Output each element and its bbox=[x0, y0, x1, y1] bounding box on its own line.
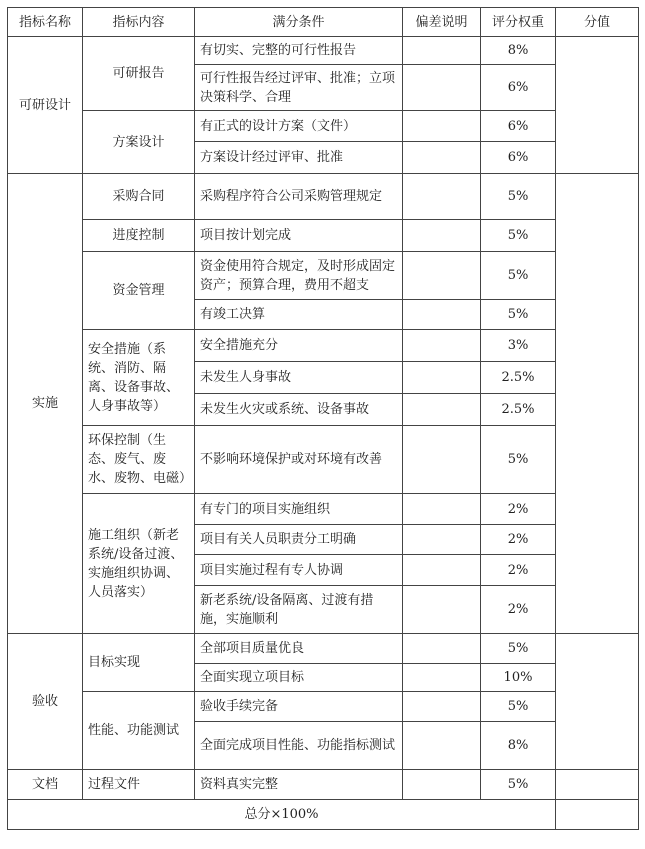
total-label: 总分×100% bbox=[8, 800, 556, 830]
header-weight: 评分权重 bbox=[481, 8, 556, 37]
condition-cell: 全面实现立项目标 bbox=[195, 664, 403, 692]
indicator-content-cell: 过程文件 bbox=[83, 770, 195, 800]
condition-cell: 可行性报告经过评审、批准；立项决策科学、合理 bbox=[195, 65, 403, 111]
weight-cell: 6% bbox=[481, 142, 556, 174]
table-row bbox=[8, 634, 639, 664]
weight-cell: 8% bbox=[481, 37, 556, 65]
deviation-cell bbox=[403, 111, 481, 142]
score-cell bbox=[556, 634, 639, 770]
deviation-cell bbox=[403, 664, 481, 692]
condition-cell: 项目按计划完成 bbox=[195, 220, 403, 252]
condition-cell: 有切实、完整的可行性报告 bbox=[195, 37, 403, 65]
weight-cell: 2% bbox=[481, 586, 556, 634]
weight-cell: 5% bbox=[481, 634, 556, 664]
table-row bbox=[8, 426, 639, 494]
deviation-cell bbox=[403, 634, 481, 664]
table-row bbox=[8, 111, 639, 142]
weight-cell: 3% bbox=[481, 330, 556, 362]
indicator-name-cell: 文档 bbox=[8, 770, 83, 800]
weight-cell: 5% bbox=[481, 426, 556, 494]
table-row bbox=[8, 494, 639, 525]
deviation-cell bbox=[403, 300, 481, 330]
condition-cell: 有竣工决算 bbox=[195, 300, 403, 330]
condition-cell: 资金使用符合规定，及时形成固定资产；预算合理，费用不超支 bbox=[195, 252, 403, 300]
weight-cell: 2% bbox=[481, 494, 556, 525]
condition-cell: 验收手续完备 bbox=[195, 692, 403, 722]
weight-cell: 5% bbox=[481, 174, 556, 220]
deviation-cell bbox=[403, 142, 481, 174]
header-score: 分值 bbox=[556, 8, 639, 37]
score-cell bbox=[556, 37, 639, 174]
weight-cell: 5% bbox=[481, 252, 556, 300]
deviation-cell bbox=[403, 722, 481, 770]
table-row bbox=[8, 37, 639, 65]
condition-cell: 未发生人身事故 bbox=[195, 362, 403, 394]
deviation-cell bbox=[403, 692, 481, 722]
condition-cell: 项目实施过程有专人协调 bbox=[195, 555, 403, 586]
weight-cell: 2.5% bbox=[481, 362, 556, 394]
deviation-cell bbox=[403, 174, 481, 220]
deviation-cell bbox=[403, 525, 481, 555]
indicator-content-cell: 进度控制 bbox=[83, 220, 195, 252]
weight-cell: 5% bbox=[481, 770, 556, 800]
table-row bbox=[8, 770, 639, 800]
total-score-cell bbox=[556, 800, 639, 830]
deviation-cell bbox=[403, 494, 481, 525]
header-deviation: 偏差说明 bbox=[403, 8, 481, 37]
table-row bbox=[8, 174, 639, 220]
indicator-content-cell: 安全措施（系统、消防、隔离、设备事故、人身事故等） bbox=[83, 330, 195, 426]
header-indicator-name: 指标名称 bbox=[8, 8, 83, 37]
deviation-cell bbox=[403, 330, 481, 362]
condition-cell: 采购程序符合公司采购管理规定 bbox=[195, 174, 403, 220]
condition-cell: 方案设计经过评审、批准 bbox=[195, 142, 403, 174]
indicator-content-cell: 施工组织（新老系统/设备过渡、实施组织协调、人员落实） bbox=[83, 494, 195, 634]
weight-cell: 8% bbox=[481, 722, 556, 770]
weight-cell: 6% bbox=[481, 111, 556, 142]
weight-cell: 2% bbox=[481, 525, 556, 555]
header-full-conditions: 满分条件 bbox=[195, 8, 403, 37]
condition-cell: 不影响环境保护或对环境有改善 bbox=[195, 426, 403, 494]
weight-cell: 5% bbox=[481, 300, 556, 330]
deviation-cell bbox=[403, 770, 481, 800]
indicator-content-cell: 目标实现 bbox=[83, 634, 195, 692]
indicator-content-cell: 性能、功能测试 bbox=[83, 692, 195, 770]
indicator-name-cell: 验收 bbox=[8, 634, 83, 770]
indicator-name-cell: 可研设计 bbox=[8, 37, 83, 174]
indicator-content-cell: 环保控制（生态、废气、废水、废物、电磁） bbox=[83, 426, 195, 494]
weight-cell: 2% bbox=[481, 555, 556, 586]
weight-cell: 6% bbox=[481, 65, 556, 111]
deviation-cell bbox=[403, 555, 481, 586]
indicator-content-cell: 采购合同 bbox=[83, 174, 195, 220]
deviation-cell bbox=[403, 65, 481, 111]
table-row bbox=[8, 252, 639, 300]
table-row bbox=[8, 220, 639, 252]
deviation-cell bbox=[403, 252, 481, 300]
deviation-cell bbox=[403, 426, 481, 494]
condition-cell: 资料真实完整 bbox=[195, 770, 403, 800]
header-row bbox=[8, 8, 639, 37]
weight-cell: 5% bbox=[481, 220, 556, 252]
indicator-content-cell: 可研报告 bbox=[83, 37, 195, 111]
deviation-cell bbox=[403, 220, 481, 252]
header-indicator-content: 指标内容 bbox=[83, 8, 195, 37]
score-cell bbox=[556, 770, 639, 800]
deviation-cell bbox=[403, 362, 481, 394]
total-row bbox=[8, 800, 639, 830]
condition-cell: 安全措施充分 bbox=[195, 330, 403, 362]
score-cell bbox=[556, 174, 639, 634]
scoring-table bbox=[7, 7, 639, 830]
condition-cell: 项目有关人员职责分工明确 bbox=[195, 525, 403, 555]
indicator-name-cell: 实施 bbox=[8, 174, 83, 634]
condition-cell: 未发生火灾或系统、设备事故 bbox=[195, 394, 403, 426]
deviation-cell bbox=[403, 586, 481, 634]
weight-cell: 5% bbox=[481, 692, 556, 722]
condition-cell: 全面完成项目性能、功能指标测试 bbox=[195, 722, 403, 770]
indicator-content-cell: 资金管理 bbox=[83, 252, 195, 330]
table-row bbox=[8, 330, 639, 362]
indicator-content-cell: 方案设计 bbox=[83, 111, 195, 174]
weight-cell: 2.5% bbox=[481, 394, 556, 426]
deviation-cell bbox=[403, 394, 481, 426]
table-row bbox=[8, 692, 639, 722]
weight-cell: 10% bbox=[481, 664, 556, 692]
deviation-cell bbox=[403, 37, 481, 65]
condition-cell: 有正式的设计方案（文件） bbox=[195, 111, 403, 142]
condition-cell: 有专门的项目实施组织 bbox=[195, 494, 403, 525]
condition-cell: 全部项目质量优良 bbox=[195, 634, 403, 664]
condition-cell: 新老系统/设备隔离、过渡有措施，实施顺利 bbox=[195, 586, 403, 634]
